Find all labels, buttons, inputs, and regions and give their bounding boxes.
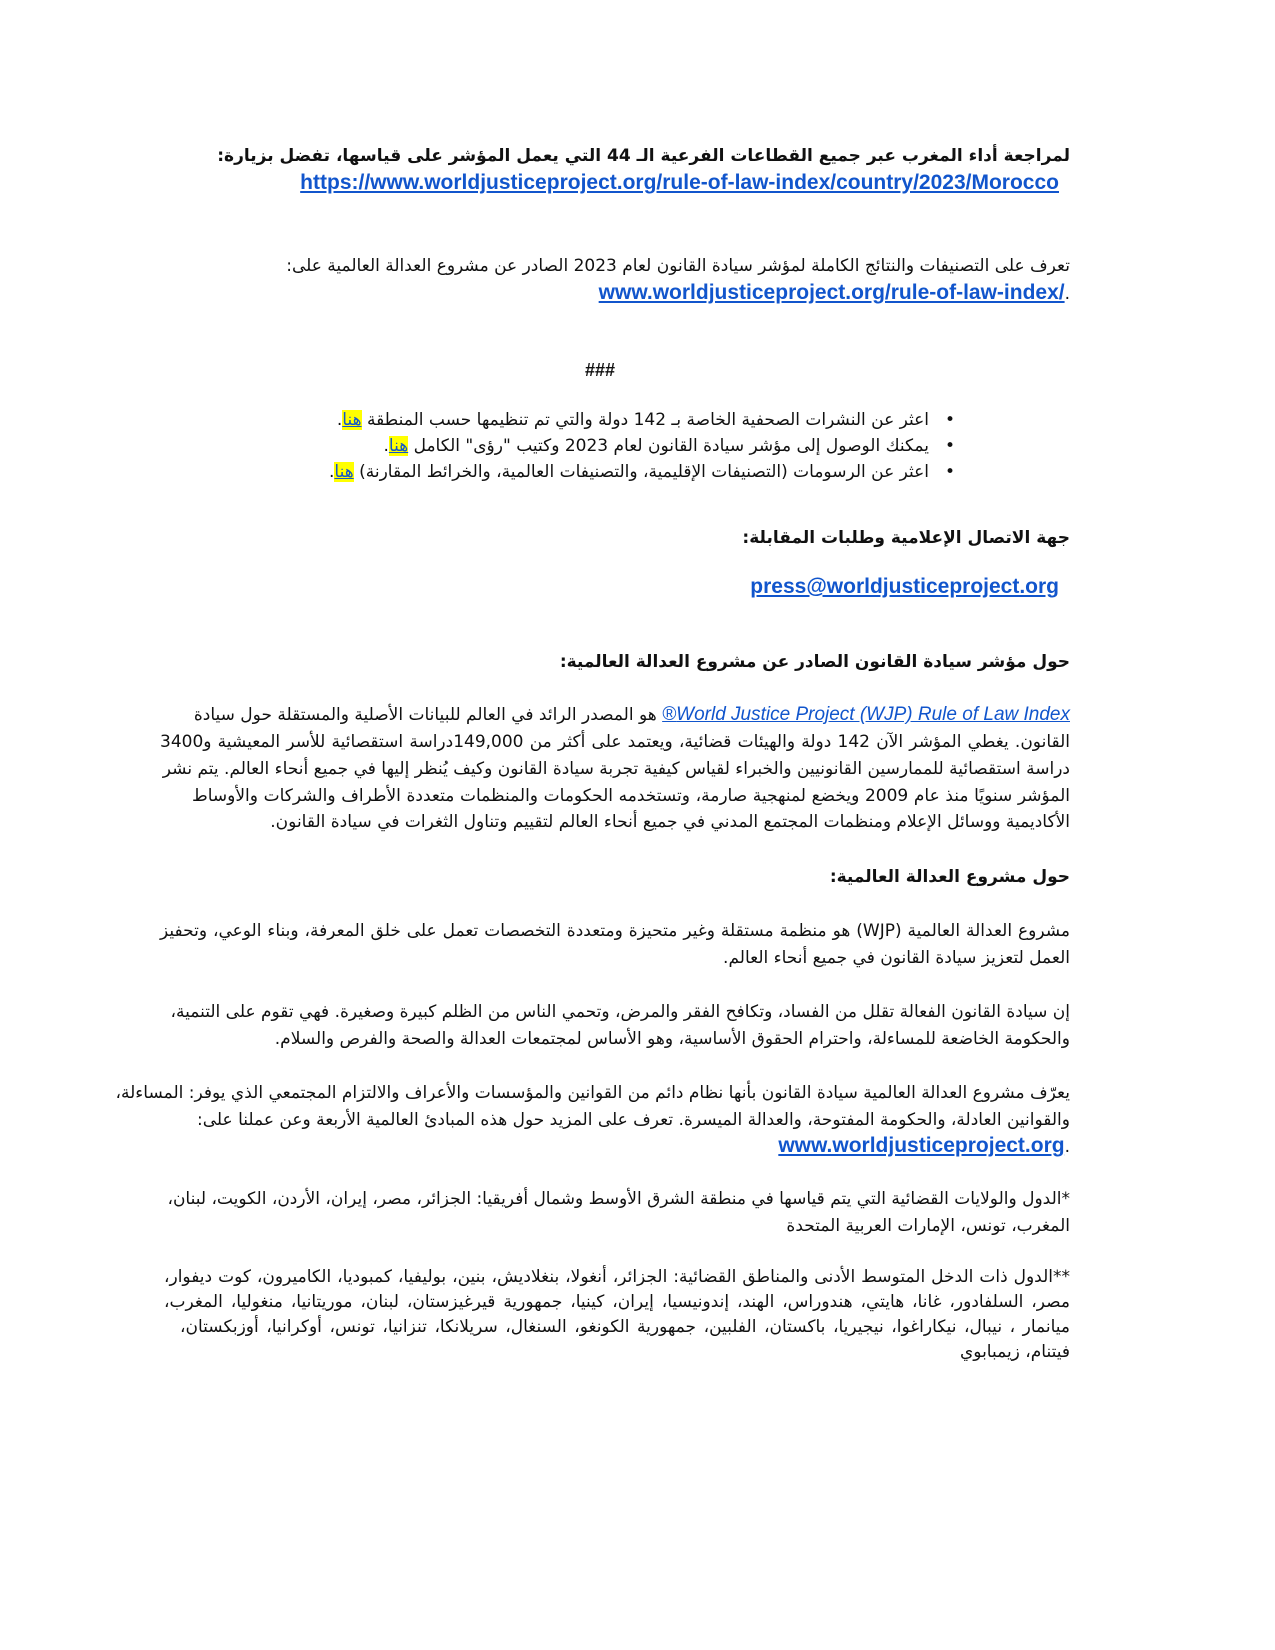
period: . (329, 462, 335, 482)
footnote-mena-line: *الدول والولايات القضائية التي يتم قياسها في منطقة الشرق الأوسط وشمال أفريقيا: الجزائر، مصر، إيران، الأردن، الكويت، لبنان، (167, 1189, 1070, 1209)
line-text: هو المصدر الرائد في العالم للبيانات الأصلية والمستقلة حول سيادة (193, 705, 663, 725)
about-wjp-line: والحكومة الخاضعة للمساءلة، واحترام الحقوق الأساسية، وهو الأساس لمجتمعات العدالة والصحة والفرص والسلام. (274, 1029, 1070, 1049)
period: . (1064, 1137, 1070, 1157)
wjp-link-line (778, 1133, 1070, 1160)
wjp-index-link[interactable]: World Justice Project (WJP) Rule of Law Index® (662, 704, 1070, 725)
bullet-text: اعثر عن الرسومات (التصنيفات الإقليمية، والتصنيفات العالمية، والخرائط المقارنة) (353, 462, 929, 482)
contact-heading: جهة الاتصال الإعلامية وطلبات المقابلة: (742, 528, 1070, 548)
about-index-heading: حول مؤشر سيادة القانون الصادر عن مشروع العدالة العالمية: (559, 652, 1070, 672)
bullet-text: يمكنك الوصول إلى مؤشر سيادة القانون لعام 2023 وكتيب "رؤى" الكامل (408, 436, 929, 456)
about-wjp-line: يعرّف مشروع العدالة العالمية سيادة القانون بأنها نظام دائم من القوانين والمؤسسات والأعراف والالتزام المجتمعي الذي يوفر: المساءلة، (115, 1083, 1070, 1103)
bullet-item-press-releases (336, 407, 955, 433)
bullet-icon: • (944, 436, 955, 456)
index-link-line (599, 280, 1070, 307)
footnote-lmic-line: فيتنام، زيمبابوي (959, 1342, 1070, 1362)
footnote-mena-line: المغرب، تونس، الإمارات العربية المتحدة (786, 1216, 1070, 1236)
press-email-link[interactable]: press@worldjusticeproject.org (750, 575, 1059, 598)
footnote-lmic-line: **الدول ذات الدخل المتوسط الأدنى والمناطق القضائية: الجزائر، أنغولا، بنغلاديش، بنين، بوليفيا، كمبوديا، الكاميرون، كوت ديفوار، (164, 1267, 1070, 1287)
here-link[interactable]: هنا (388, 436, 409, 456)
about-index-line: دراسة استقصائية للممارسين القانونيين والخبراء لقياس كيفية تجربة سيادة القانون وكيف يُنظر إليها في جميع أنحاء العالم. يتم نشر (162, 759, 1070, 779)
footnote-lmic-line: ميانمار ، نيبال، نيكاراغوا، نيجيريا، باكستان، الفلبين، جمهورية الكونغو، السنغال، سريلانكا، تنزانيا، تونس، أوكرانيا، أوزبكستان، (180, 1317, 1070, 1337)
email-line (750, 574, 1059, 601)
about-wjp-heading: حول مشروع العدالة العالمية: (829, 867, 1070, 887)
period: . (383, 436, 389, 456)
separator: ### (584, 360, 616, 380)
footnote-lmic-line: مصر، السلفادور، غانا، هايتي، هندوراس، الهند، إندونيسيا، إيران، كينيا، جمهورية قيرغيزستان، لبنان، موريتانيا، منغوليا، المغرب، (164, 1292, 1070, 1312)
period: . (1064, 284, 1070, 304)
here-link[interactable]: هنا (342, 410, 362, 430)
period: . (336, 410, 343, 430)
bullet-item-graphics (329, 459, 955, 485)
bullet-item-insights (383, 433, 955, 459)
here-link[interactable]: هنا (334, 462, 354, 482)
about-wjp-line: مشروع العدالة العالمية (WJP) هو منظمة مستقلة وغير متحيزة ومتعددة التخصصات تعمل على خلق المعرفة، وبناء الوعي، وتحفيز (160, 921, 1070, 941)
about-index-line (194, 702, 1070, 728)
morocco-country-link[interactable]: https://www.worldjusticeproject.org/rule-of-law-index/country/2023/Morocco (300, 171, 1059, 194)
about-index-line: القانون. يغطي المؤشر الآن 142 دولة والهيئات قضائية، ويعتمد على أكثر من 149,000دراسة استقصائية للأسر المعيشية و3400 (160, 732, 1071, 752)
about-wjp-line: العمل لتعزيز سيادة القانون في جميع أنحاء العالم. (723, 948, 1070, 968)
about-index-line: المؤشر سنويًا منذ عام 2009 ويخضع لمنهجية صارمة، وتستخدمه الحكومات والمنظمات متعددة الأطراف والشركات والأوساط (192, 786, 1070, 806)
bullet-text: اعثر عن النشرات الصحفية الخاصة بـ 142 دولة والتي تم تنظيمها حسب المنطقة (361, 410, 929, 430)
wjp-site-link[interactable]: www.worldjusticeproject.org (778, 1134, 1065, 1157)
bullet-icon: • (944, 410, 955, 430)
about-wjp-line: إن سيادة القانون الفعالة تقلل من الفساد، وتكافح الفقر والمرض، وتحمي الناس من الظلم كبيرة وصغيرة. فهي تقوم على التنمية، (170, 1002, 1070, 1022)
about-wjp-line: والقوانين العادلة، والحكومة المفتوحة، والعدالة الميسرة. تعرف على المزيد حول هذه المبادئ العالمية الأربعة وعن عملنا على: (197, 1110, 1070, 1130)
morocco-link-line (300, 170, 1059, 197)
rule-of-law-index-link[interactable]: www.worldjusticeproject.org/rule-of-law-index/ (598, 281, 1065, 304)
about-index-line: الأكاديمية ووسائل الإعلام ومنظمات المجتمع المدني في جميع أنحاء العالم لتقييم وتناول الثغرات في سيادة القانون. (270, 812, 1070, 832)
full-results-text: تعرف على التصنيفات والنتائج الكاملة لمؤشر سيادة القانون لعام 2023 الصادر عن مشروع العدالة العالمية على: (286, 256, 1070, 276)
morocco-intro-text: لمراجعة أداء المغرب عبر جميع القطاعات الفرعية الـ 44 التي يعمل المؤشر على قياسها، تفضل بزيارة: (217, 146, 1070, 166)
bullet-icon: • (944, 462, 955, 482)
